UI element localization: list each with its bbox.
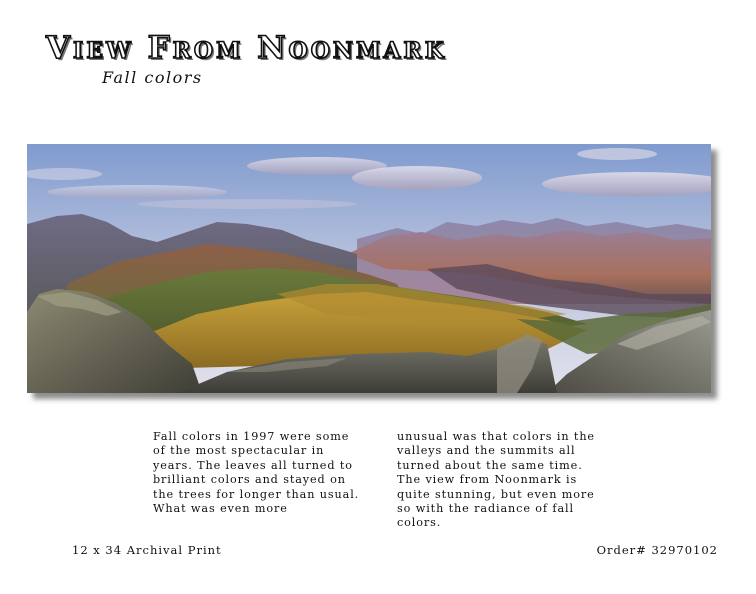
description-text-left: Fall colors in 1997 were some of the most spectacular in years. The leaves all turned to brilliant colors and stayed on the trees for longer than usual. What was even more xyxy=(153,430,360,516)
description-right-column xyxy=(397,430,607,531)
print-size-label: 12 x 34 Archival Print xyxy=(72,543,222,557)
page-subtitle: Fall colors xyxy=(102,68,203,87)
page-title: View From Noonmark xyxy=(46,30,447,66)
order-number-label: Order# 32970102 xyxy=(596,543,718,557)
description-text-right: unusual was that colors in the valleys and the summits all turned about the same time. The view from Noonmark is quite stunning, but even more so with the radiance of fall colors. xyxy=(397,430,595,530)
panorama-photo xyxy=(27,144,711,393)
description-left-column xyxy=(153,430,363,516)
mountain-landscape-image xyxy=(27,144,711,393)
